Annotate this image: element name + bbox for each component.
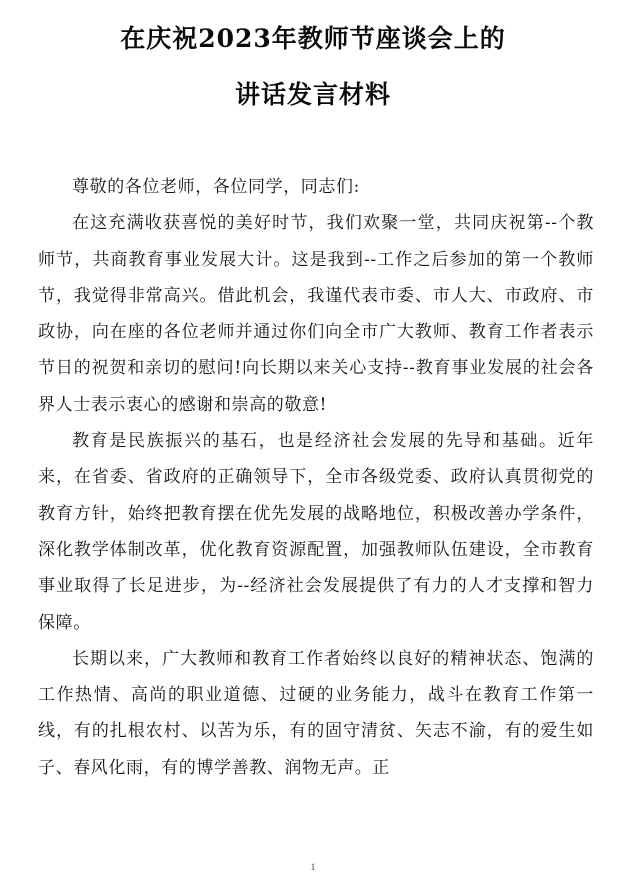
body-paragraph: 长期以来，广大教师和教育工作者始终以良好的精神状态、饱满的工作热情、高尚的职业道德、过硬的业务能力，战斗在教育工作第一线，有的扎根农村、以苦为乐，有的固守清贫、矢志不渝，有的爱生如子、春风化雨，有的博学善教、润物无声。正	[38, 648, 594, 778]
salutation-paragraph: 尊敬的各位老师，各位同学，同志们:	[72, 177, 360, 197]
body-paragraph: 教育是民族振兴的基石，也是经济社会发展的先导和基础。近年来，在省委、省政府的正确领导下，全市各级党委、政府认真贯彻党的教育方针，始终把教育摆在优先发展的战略地位，积极改善办学条件，深化教学体制改革，优化教育资源配置，加强教师队伍建设，全市教育事业取得了长足进步，为--经济社会发展提供了有力的人才支撑和智力保障。	[38, 431, 594, 633]
page-number: 1	[310, 862, 316, 872]
document-title-line-1: 在庆祝2023年教师节座谈会上的	[120, 24, 506, 53]
document-title-line-2: 讲话发言材料	[234, 80, 391, 109]
document-body	[38, 169, 594, 786]
body-paragraph: 在这充满收获喜悦的美好时节，我们欢聚一堂，共同庆祝第--个教师节，共商教育事业发展大计。这是我到--工作之后参加的第一个教师节，我觉得非常高兴。借此机会，我谨代表市委、市人大、市政府、市政协，向在座的各位老师并通过你们向全市广大教师、教育工作者表示节日的祝贺和亲切的慰问!向长期以来关心支持--教育事业发展的社会各界人士表示衷心的感谢和崇高的敬意!	[38, 213, 594, 415]
